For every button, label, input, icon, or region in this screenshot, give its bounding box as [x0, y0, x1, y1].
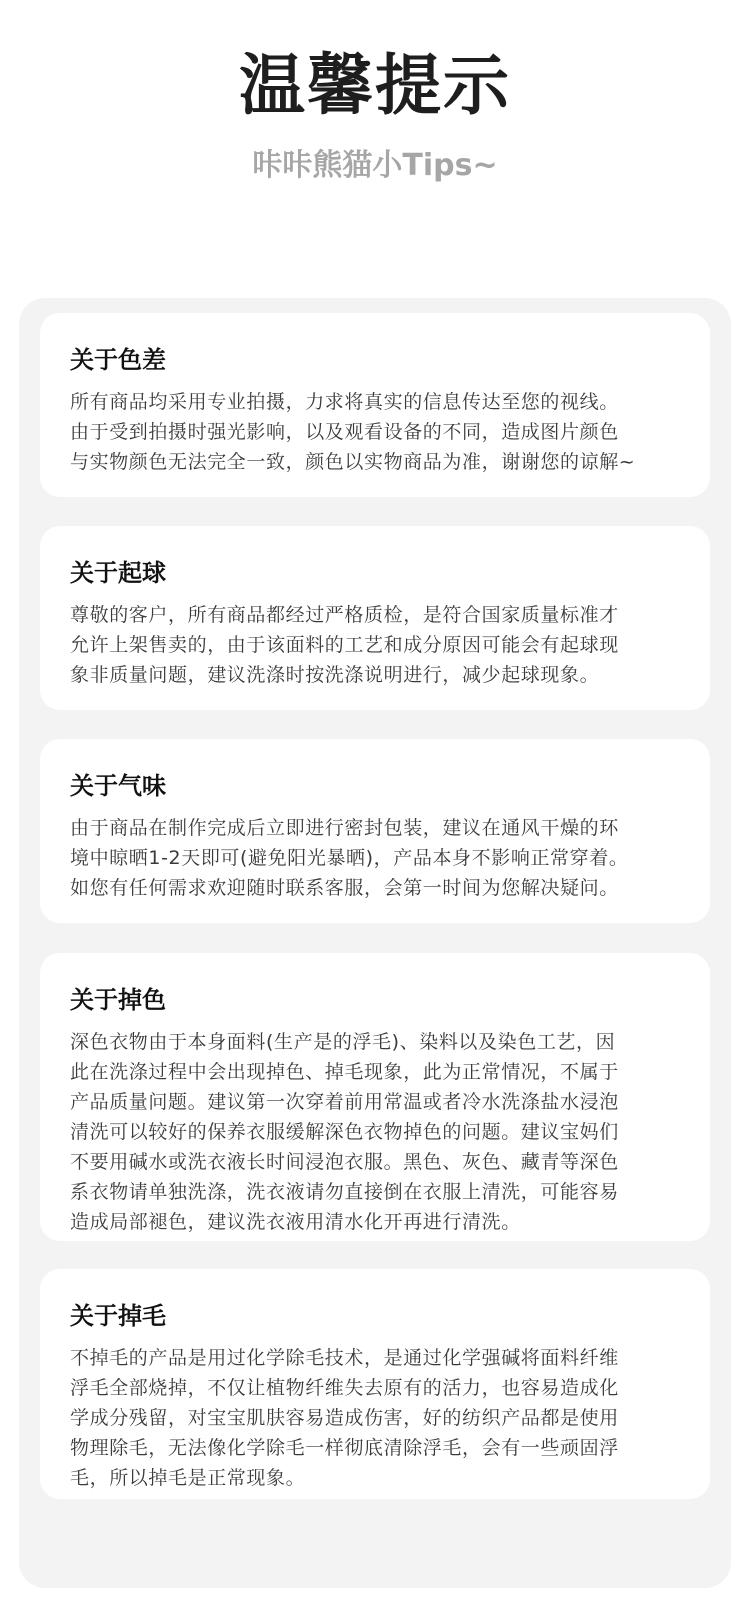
tip-line: 毛，所以掉毛是正常现象。: [70, 1467, 306, 1489]
tip-card-body: [70, 1027, 680, 1237]
tip-line: 所有商品均采用专业拍摄，力求将真实的信息传达至您的视线。: [70, 391, 619, 413]
page-subtitle: 咔咔熊猫小Tips~: [252, 148, 498, 183]
tip-line: 不掉毛的产品是用过化学除毛技术，是通过化学强碱将面料纤维: [70, 1347, 619, 1369]
tip-line: 浮毛全部烧掉，不仅让植物纤维失去原有的活力，也容易造成化: [70, 1377, 619, 1399]
page-title: 温馨提示: [239, 47, 511, 124]
tip-line: 象非质量问题，建议洗涤时按洗涤说明进行，减少起球现象。: [70, 664, 600, 686]
tip-line: 造成局部褪色，建议洗衣液用清水化开再进行清洗。: [70, 1211, 521, 1233]
tip-line: 深色衣物由于本身面料(生产是的浮毛)、染料以及染色工艺，因: [70, 1031, 616, 1053]
tip-line: 尊敬的客户，所有商品都经过严格质检，是符合国家质量标准才: [70, 604, 619, 626]
tip-line: 产品质量问题。建议第一次穿着前用常温或者冷水洗涤盐水浸泡: [70, 1091, 619, 1113]
tip-line: 与实物颜色无法完全一致，颜色以实物商品为准，谢谢您的谅解~: [70, 451, 636, 473]
tip-line: 境中晾晒1-2天即可(避免阳光暴晒)，产品本身不影响正常穿着。: [70, 847, 629, 869]
tip-card-title: 关于掉毛: [70, 1302, 166, 1330]
tip-card-title: 关于掉色: [70, 986, 166, 1014]
tip-line: 物理除毛，无法像化学除毛一样彻底清除浮毛，会有一些顽固浮: [70, 1437, 619, 1459]
tip-line: 系衣物请单独洗涤，洗衣液请勿直接倒在衣服上清洗，可能容易: [70, 1181, 619, 1203]
tip-card-color-difference: [40, 313, 710, 497]
tip-line: 清洗可以较好的保养衣服缓解深色衣物掉色的问题。建议宝妈们: [70, 1121, 619, 1143]
tip-card-pilling: [40, 526, 710, 710]
tip-line: 不要用碱水或洗衣液长时间浸泡衣服。黑色、灰色、藏青等深色: [70, 1151, 619, 1173]
tip-card-color-fading: [40, 953, 710, 1241]
tip-line: 由于受到拍摄时强光影响，以及观看设备的不同，造成图片颜色: [70, 421, 619, 443]
tip-card-body: [70, 600, 680, 690]
tip-line: 由于商品在制作完成后立即进行密封包装，建议在通风干燥的环: [70, 817, 619, 839]
tip-card-body: [70, 387, 680, 477]
tip-card-shedding: [40, 1269, 710, 1499]
tip-card-title: 关于起球: [70, 559, 166, 587]
tip-line: 学成分残留，对宝宝肌肤容易造成伤害，好的纺织产品都是使用: [70, 1407, 619, 1429]
tip-card-body: [70, 813, 680, 903]
tip-card-body: [70, 1343, 680, 1493]
tip-line: 允许上架售卖的，由于该面料的工艺和成分原因可能会有起球现: [70, 634, 619, 656]
tip-line: 此在洗涤过程中会出现掉色、掉毛现象，此为正常情况，不属于: [70, 1061, 619, 1083]
tip-card-odor: [40, 739, 710, 923]
tip-card-title: 关于色差: [70, 346, 166, 374]
tip-card-title: 关于气味: [70, 772, 166, 800]
tip-line: 如您有任何需求欢迎随时联系客服，会第一时间为您解决疑问。: [70, 877, 619, 899]
